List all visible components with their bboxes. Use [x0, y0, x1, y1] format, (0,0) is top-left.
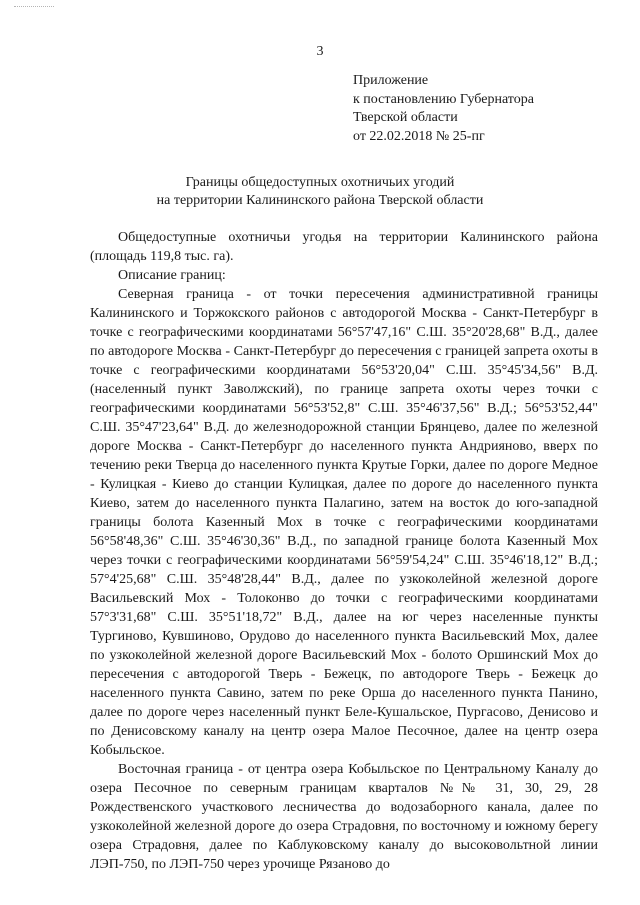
appendix-line: Тверской области — [353, 110, 458, 125]
page-number: 3 — [316, 44, 324, 59]
appendix-header — [353, 72, 534, 146]
title-line: на территории Калининского района Тверской области — [156, 193, 484, 208]
appendix-line: Приложение — [353, 73, 429, 88]
north-boundary-paragraph: Северная граница - от точки пересечения административной границы Калининского и Торжокского районов с автодорогой Москва - Санкт-Петербург в точке с географическими координатами 56°57'47,16" С.Ш. 35°20'28,68" В.Д., далее по автодороге Москва - Санкт-Петербург до пересечения с границей запрета охоты в точке с географическими координатами 56°53'20,04" С.Ш. 35°45'34,56" В.Д. (населенный пункт Заволжский), по границе запрета охоты через точки с географическими координатами 56°53'52,8" С.Ш. 35°46'37,56" В.Д.; 56°53'52,44" С.Ш. 35°47'23,64" В.Д. до железнодорожной станции Брянцево, далее по железной дороге Москва - Санкт-Петербург до населенного пункта Андрияново, вверх по течению реки Тверца до населенного пункта Крутые Горки, далее по дороге Медное - Кулицкая - Киево до станции Кулицкая, далее по дороге до населенного пункта Киево, затем до населенного пункта Палагино, затем на восток до юго-западной границы болота Казенный Мох в точке с географическими координатами 56°58'48,36" С.Ш. 35°46'30,36" В.Д., по западной границе болота Казенный Мох через точки с географическими координатами 56°59'54,24" С.Ш. 35°46'18,12" В.Д.; 57°4'25,68" С.Ш. 35°48'28,44" В.Д., далее по узкоколейной железной дороге Васильевский Мох - Толоконво до точки с географическими координатами 57°3'31,68" С.Ш. 35°51'18,72" В.Д., далее на юг через населенные пункты Тургиново, Кувшиново, Орудово до населенного пункта Васильевский Мох, далее по узкоколейной железной дороге Васильевский Мох - болото Оршинский Мох до пересечения с автодорогой Тверь - Бежецк, по автодороге Тверь - Бежецк до населенного пункта Савино, затем по реке Орша до населенного пункта Панино, далее по дороге через населенный пункт Беле-Кушальское, Пургасово, Денисово и по Денисовскому каналу на центр озера Малое Песочное, далее на центр озера Кобыльское. — [90, 287, 598, 758]
appendix-line: к постановлению Губернатора — [353, 91, 534, 107]
east-boundary-paragraph: Восточная граница - от центра озера Кобыльское по Центральному Каналу до озера Песочное по северным границам кварталов №№ 31, 30, 29, 28 Рождественского участкового лесничества до водозаборного канала, далее по узкоколейной железной дороге до озера Страдовня, по восточному и южному берегу озера Страдовня, далее по Каблуковскому каналу до высоковольтной линии ЛЭП-750, по ЛЭП-750 через урочище Рязаново до — [90, 762, 598, 872]
title-line: Границы общедоступных охотничьих угодий — [185, 175, 455, 190]
section-heading: Описание границ: — [118, 268, 226, 283]
intro-paragraph: Общедоступные охотничьи угодья на территории Калининского района (площадь 119,8 тыс. га). — [90, 230, 598, 264]
document-title — [0, 174, 640, 210]
appendix-date-line: от 22.02.2018 № 25-пг — [353, 128, 485, 144]
scan-corner-mark — [14, 6, 54, 7]
document-body — [90, 228, 598, 874]
